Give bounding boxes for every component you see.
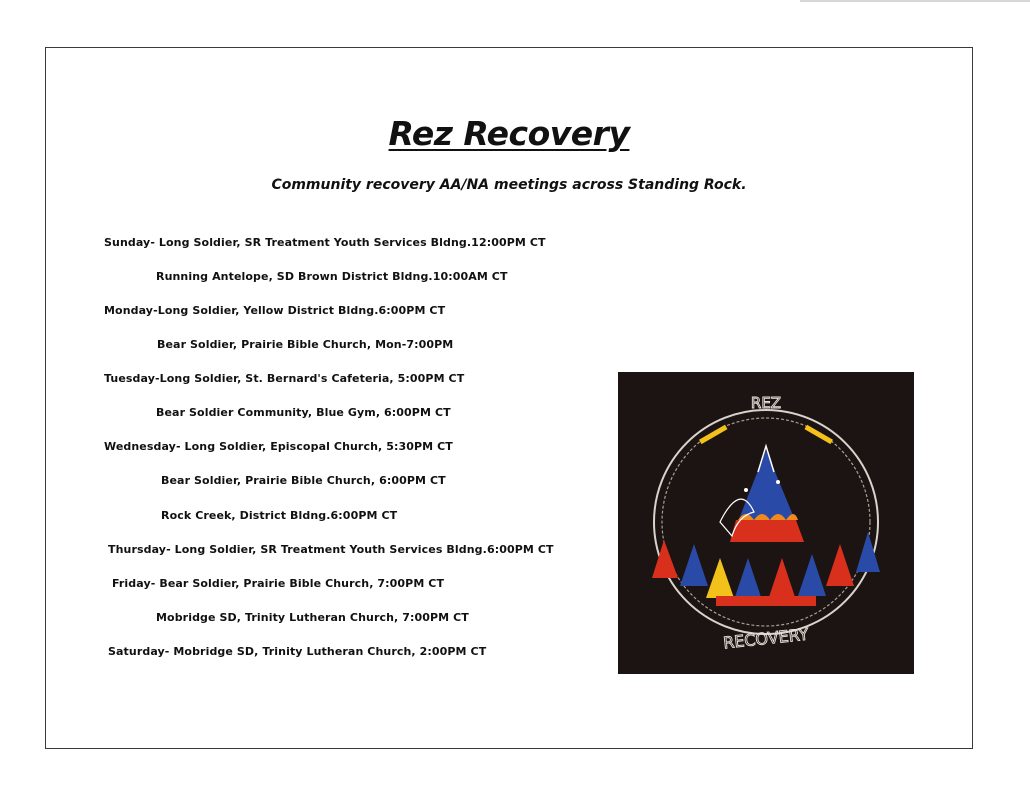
- logo-top-text: REZ: [750, 394, 782, 412]
- small-tipi-2: [680, 544, 708, 586]
- meeting-monday-1: Monday-Long Soldier, Yellow District Bldng.6:00PM CT: [104, 304, 446, 317]
- rez-recovery-logo: [618, 372, 914, 674]
- beadwork-left: [699, 425, 727, 444]
- top-edge-rule: [800, 0, 1030, 2]
- meeting-thursday: Thursday- Long Soldier, SR Treatment Youth Services Bldng.6:00PM CT: [108, 543, 554, 556]
- meeting-friday-2: Mobridge SD, Trinity Lutheran Church, 7:00PM CT: [156, 611, 469, 624]
- meeting-tuesday-1: Tuesday-Long Soldier, St. Bernard's Cafeteria, 5:00PM CT: [104, 372, 465, 385]
- meeting-wednesday-3: Rock Creek, District Bldng.6:00PM CT: [161, 509, 398, 522]
- flyer-frame: [45, 47, 973, 749]
- page-title: Rez Recovery: [388, 114, 630, 153]
- beadwork-right: [805, 425, 833, 444]
- page-subtitle: Community recovery AA/NA meetings across Standing Rock.: [271, 177, 747, 193]
- small-tipi-6: [798, 554, 826, 596]
- logo-bottom-text: RECOVERY: [722, 624, 810, 653]
- meeting-sunday-2: Running Antelope, SD Brown District Bldng.10:00AM CT: [156, 270, 508, 283]
- tipi-star-1: [744, 488, 748, 492]
- base-band: [716, 596, 816, 606]
- meeting-sunday-1: Sunday- Long Soldier, SR Treatment Youth Services Bldng.12:00PM CT: [104, 236, 546, 249]
- meeting-friday-1: Friday- Bear Soldier, Prairie Bible Church, 7:00PM CT: [112, 577, 445, 590]
- meeting-monday-2: Bear Soldier, Prairie Bible Church, Mon-7:00PM: [157, 338, 454, 351]
- tipi-circle-emblem: [618, 372, 914, 674]
- meeting-saturday: Saturday- Mobridge SD, Trinity Lutheran Church, 2:00PM CT: [108, 645, 487, 658]
- tipi-star-2: [776, 480, 780, 484]
- small-tipi-7: [826, 544, 854, 586]
- small-tipi-3: [706, 558, 734, 598]
- meeting-wednesday-2: Bear Soldier, Prairie Bible Church, 6:00PM CT: [161, 474, 446, 487]
- central-tipi-band: [730, 520, 804, 542]
- meeting-wednesday-1: Wednesday- Long Soldier, Episcopal Church, 5:30PM CT: [104, 440, 453, 453]
- meeting-tuesday-2: Bear Soldier Community, Blue Gym, 6:00PM CT: [156, 406, 451, 419]
